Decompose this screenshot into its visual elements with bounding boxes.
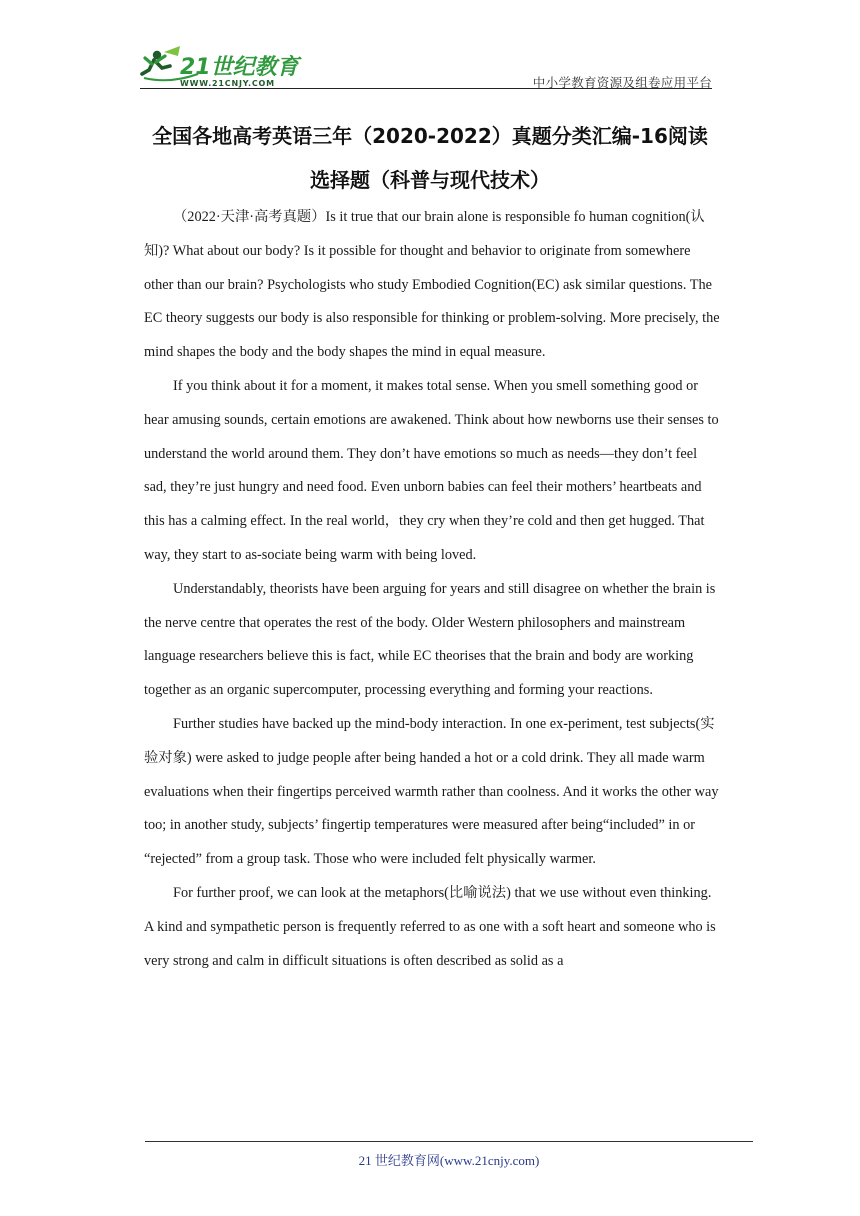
logo-text: 21世纪教育 (180, 55, 299, 80)
reading-passage (144, 201, 722, 978)
page-title-line-2: 选择题（科普与现代技术） (310, 168, 550, 192)
runner-logo-icon (140, 44, 310, 90)
footer-link[interactable]: 21 世纪教育网(www.21cnjy.com) (358, 1153, 540, 1168)
paragraph: Further studies have backed up the mind-body interaction. In one ex-periment, test subjects(实验对象) were asked to judge people after being handed a hot or a cold drink. They all made warm evaluations when their fingertips perceived warmth rather than coolness. And it works the other way too; in another study, subjects’ fingertip temperatures were measured after being“included” in or “rejected” from a group task. Those who were included felt physically warmer. (144, 715, 719, 868)
page-title-line-1: 全国各地高考英语三年（2020-2022）真题分类汇编-16阅读 (152, 124, 708, 148)
paragraph: Understandably, theorists have been arguing for years and still disagree on whether the brain is the nerve centre that operates the rest of the body. Older Western philosophers and mainstream language researchers believe this is fact, while EC theorises that the brain and body are working together as an organic supercomputer, processing everything and forming your reactions. (144, 580, 716, 699)
header-rule (140, 88, 712, 89)
logo (140, 44, 310, 90)
paragraph: （2022·天津·高考真题）Is it true that our brain alone is responsible fo human cognition(认知)? What about our body? Is it possible for thought and behavior to originate from somewhere other than our brain? Psychologists who study Embodied Cognition(EC) ask similar questions. The EC theory suggests our body is also responsible for thinking or problem-solving. More precisely, the mind shapes the body and the body shapes the mind in equal measure. (144, 209, 720, 361)
paragraph: If you think about it for a moment, it makes total sense. When you smell something good or hear amusing sounds, certain emotions are awakened. Think about how newborns use their senses to understand the world around them. They don’t have emotions so much as needs—they don’t feel sad, they’re just hungry and need food. Even unborn babies can feel their mothers’ heartbeats and this has a calming effect. In the real world，they cry when they’re cold and then get hugged. That way, they start to as-sociate being warm with being loved. (144, 377, 719, 563)
paragraph: For further proof, we can look at the metaphors(比喻说法) that we use without even thinking. A kind and sympathetic person is frequently referred to as one with a soft heart and someone who is very strong and calm in difficult situations is often described as solid as a (144, 884, 716, 969)
page-header (140, 40, 712, 92)
footer-rule (145, 1141, 753, 1142)
logo-url: WWW.21CNJY.COM (180, 79, 275, 88)
platform-name: 中小学教育资源及组卷应用平台 (532, 75, 712, 90)
